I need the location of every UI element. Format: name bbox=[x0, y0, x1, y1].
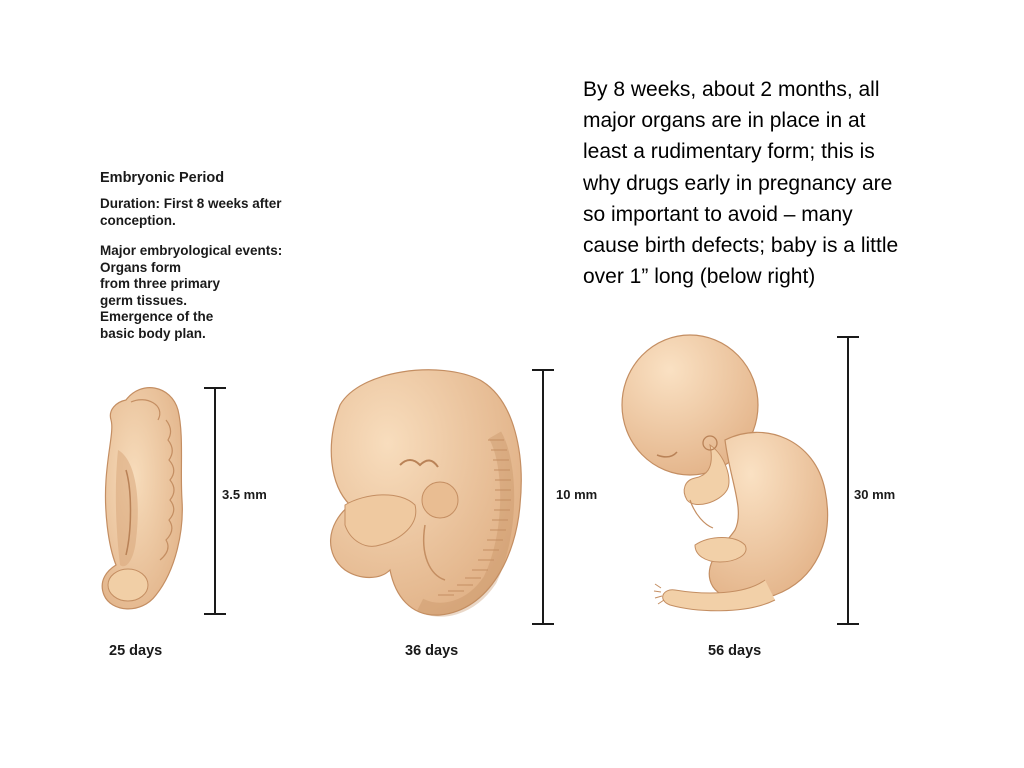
explanation-line: major organs are in place in at bbox=[583, 109, 866, 133]
scale-label-56-days: 30 mm bbox=[854, 487, 896, 502]
explanation-line: cause birth defects; baby is a little bbox=[583, 234, 899, 258]
scale-label-36-days: 10 mm bbox=[556, 487, 598, 502]
explanation-line: least a rudimentary form; this is bbox=[583, 140, 875, 164]
explanation-line: why drugs early in pregnancy are bbox=[583, 171, 893, 195]
events-line: Emergence of the bbox=[100, 309, 214, 324]
embryo-25-days-illustration bbox=[96, 380, 196, 620]
spacer bbox=[100, 229, 340, 243]
duration-line: conception. bbox=[100, 212, 176, 228]
duration-line: Duration: First 8 weeks after bbox=[100, 196, 282, 211]
scale-bar-36-days bbox=[530, 369, 556, 625]
day-label-36: 36 days bbox=[405, 643, 459, 659]
events-line: basic body plan. bbox=[100, 325, 206, 341]
explanation-line: over 1” long (below right) bbox=[583, 265, 816, 289]
explanation-text bbox=[583, 74, 1003, 292]
embryonic-period-info bbox=[100, 170, 340, 342]
events-line: from three primary bbox=[100, 276, 221, 291]
embryo-56-days-illustration bbox=[615, 330, 845, 625]
info-title: Embryonic Period bbox=[100, 170, 225, 186]
scale-bar-56-days bbox=[835, 336, 861, 625]
day-label-56: 56 days bbox=[708, 643, 762, 659]
scale-label-25-days: 3.5 mm bbox=[222, 487, 267, 502]
explanation-line: so important to avoid – many bbox=[583, 202, 853, 226]
day-label-25: 25 days bbox=[109, 643, 163, 659]
events-line: Major embryological events: bbox=[100, 243, 283, 258]
embryo-36-days-illustration bbox=[320, 365, 530, 620]
explanation-line: By 8 weeks, about 2 months, all bbox=[583, 78, 880, 101]
events-line: germ tissues. bbox=[100, 292, 188, 308]
events-line: Organs form bbox=[100, 259, 182, 275]
